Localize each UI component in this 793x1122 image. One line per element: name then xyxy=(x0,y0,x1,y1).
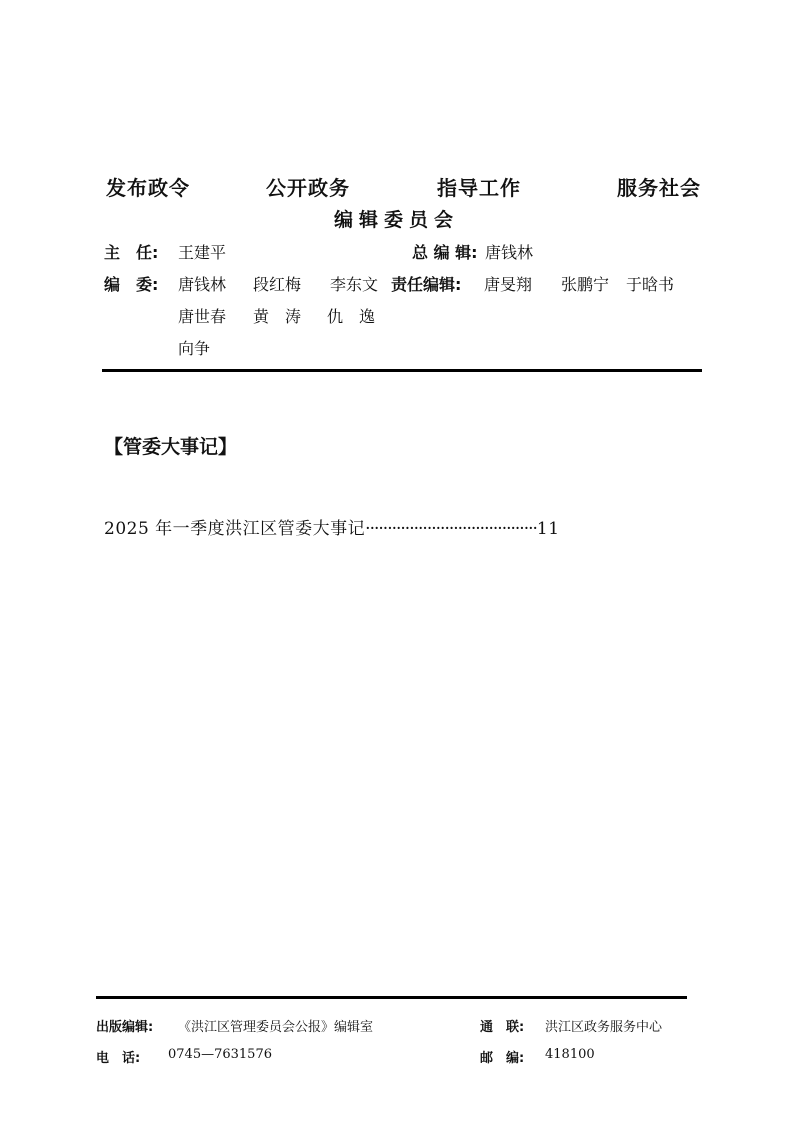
section-heading: 【管委大事记】 xyxy=(104,436,238,458)
committee-member: 黄 涛 xyxy=(253,307,302,326)
responsible-editor-label: 责任编辑: xyxy=(391,275,462,294)
chief-editor-label: 总 编 辑: xyxy=(412,243,478,262)
toc-leader-dots: ······································· xyxy=(365,519,537,539)
slogan-open-affairs: 公开政务 xyxy=(266,176,350,200)
publisher-value: 《洪江区管理委员会公报》编辑室 xyxy=(178,1020,374,1035)
contact-label: 通 联: xyxy=(480,1020,525,1035)
slogan-publish-decrees: 发布政令 xyxy=(106,176,190,200)
slogan-guide-work: 指导工作 xyxy=(437,176,521,200)
director-label: 主 任: xyxy=(104,243,159,262)
contact-value: 洪江区政务服务中心 xyxy=(545,1020,663,1035)
postcode-value: 418100 xyxy=(545,1047,595,1062)
responsible-editor: 于晗书 xyxy=(626,275,675,294)
committee-title: 编辑委员会 xyxy=(333,209,459,231)
committee-member: 李东文 xyxy=(330,275,379,294)
toc-page-number: 11 xyxy=(536,519,560,539)
director-name: 王建平 xyxy=(178,243,227,262)
committee-member: 唐钱林 xyxy=(178,275,227,294)
committee-label: 编 委: xyxy=(104,275,159,294)
committee-member: 段红梅 xyxy=(253,275,302,294)
phone-label: 电 话: xyxy=(96,1051,141,1066)
toc-entry[interactable] xyxy=(104,514,560,539)
committee-member: 唐世春 xyxy=(178,307,227,326)
masthead-divider xyxy=(102,369,702,372)
slogan-serve-society: 服务社会 xyxy=(617,176,701,200)
responsible-editor: 张鹏宁 xyxy=(561,275,610,294)
chief-editor-name: 唐钱林 xyxy=(485,243,534,262)
committee-member: 向争 xyxy=(178,339,211,358)
publisher-label: 出版编辑: xyxy=(96,1020,154,1035)
phone-value: 0745—7631576 xyxy=(168,1047,272,1062)
footer-divider xyxy=(96,996,687,999)
committee-member: 仇 逸 xyxy=(327,307,376,326)
responsible-editor: 唐旻翔 xyxy=(484,275,533,294)
postcode-label: 邮 编: xyxy=(480,1051,525,1066)
toc-entry-title: 2025 年一季度洪江区管委大事记 xyxy=(104,519,366,539)
